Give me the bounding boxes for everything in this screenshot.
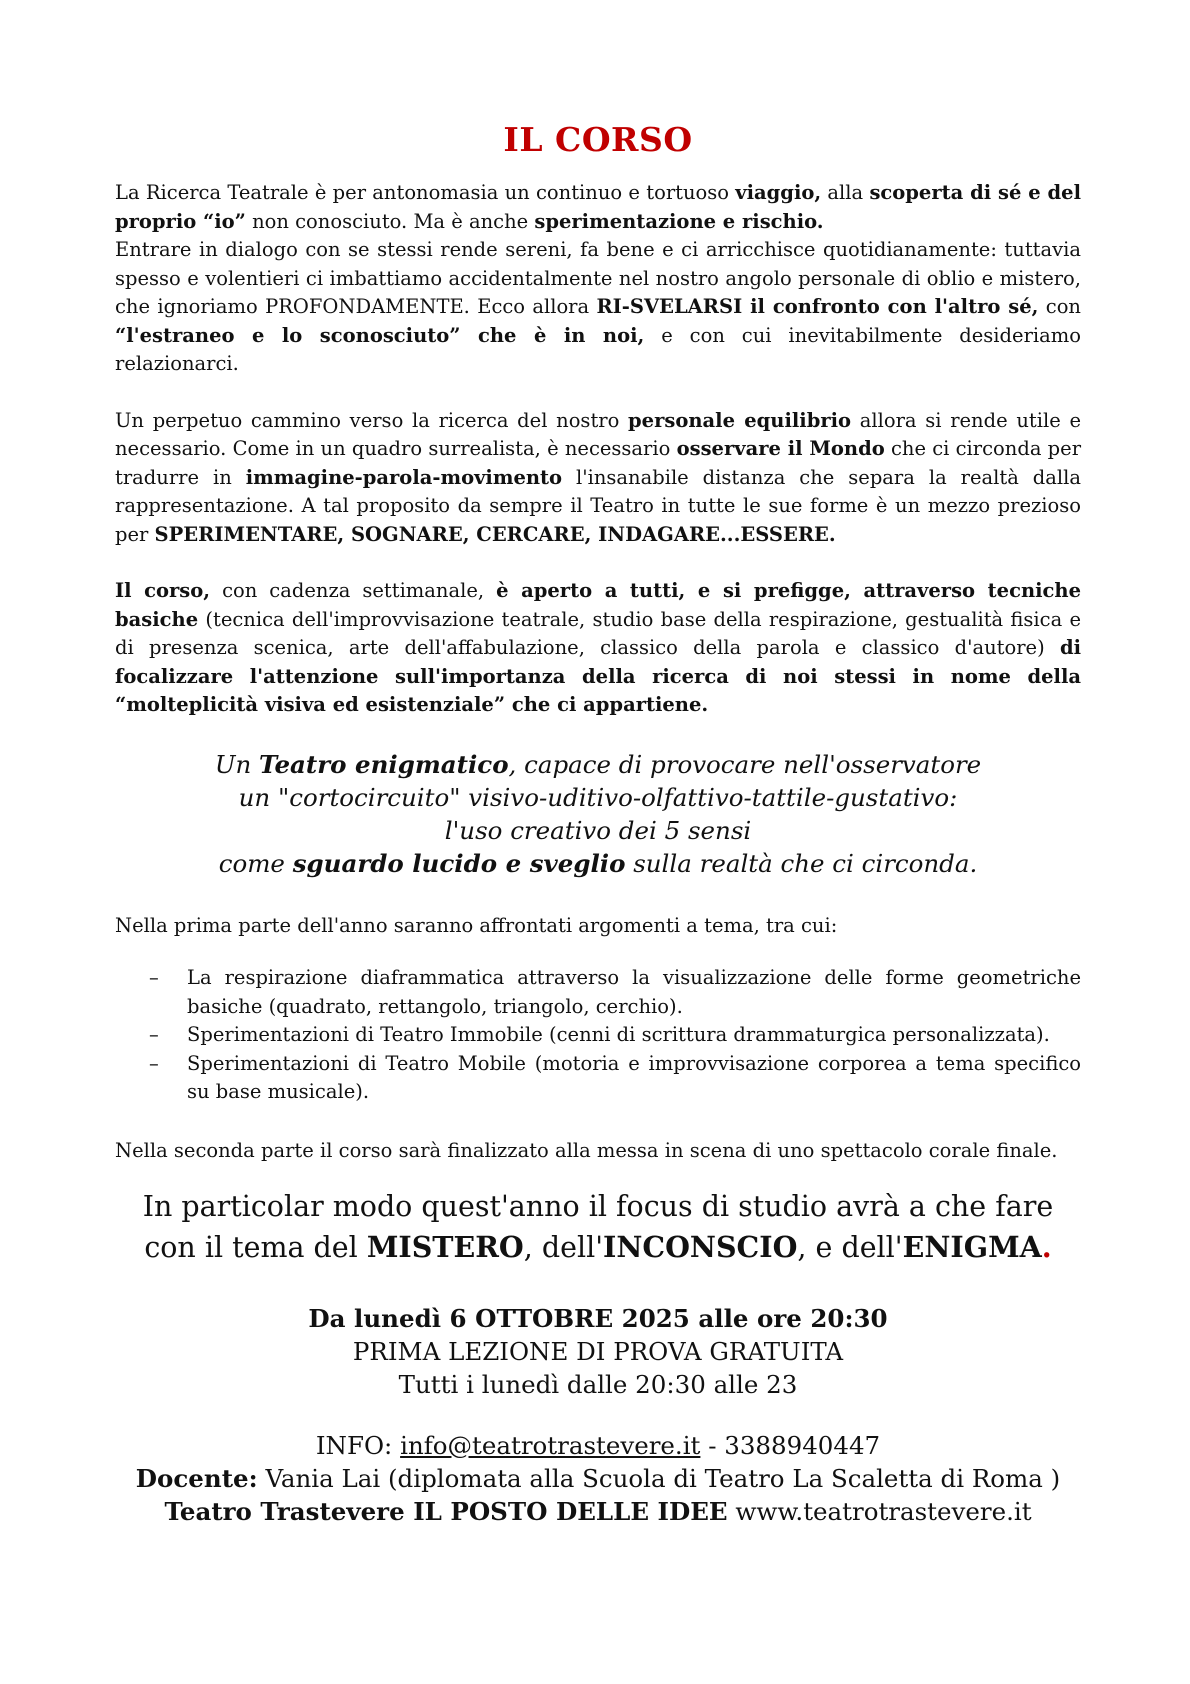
- bold-text: di focalizzare l'attenzione sull'importanza della ricerca di noi stessi in nome della “molteplicità visiva ed esistenziale” che ci appartiene.: [115, 636, 1081, 716]
- text: con: [1038, 295, 1081, 318]
- italic-quote: [115, 748, 1081, 880]
- text: non conosciuto. Ma è anche: [245, 209, 535, 233]
- teacher-line: [115, 1462, 1081, 1495]
- topics-intro: Nella prima parte dell'anno saranno affrontati argomenti a tema, tra cui:: [115, 913, 838, 937]
- bold-text: viaggio,: [735, 181, 822, 204]
- bold-text: “l'estraneo e lo sconosciuto” che è in noi,: [115, 323, 645, 347]
- text: , dell': [523, 1231, 604, 1264]
- list-item-text: Sperimentazioni di Teatro Mobile (motoria e improvvisazione corporea a tema specifico su base musicale).: [187, 1051, 1081, 1103]
- theatre-name: Teatro Trastevere IL POSTO DELLE IDEE: [164, 1497, 728, 1526]
- info-line: [115, 1429, 1081, 1462]
- bold-text: sperimentazione e rischio.: [534, 209, 824, 233]
- start-date: Da lunedì 6 OTTOBRE 2025 alle ore 20:30: [308, 1304, 888, 1333]
- bold-text: osservare il Mondo: [676, 437, 885, 460]
- email-link[interactable]: info@teatrotrastevere.it: [400, 1431, 701, 1460]
- document-page: [115, 0, 1081, 1528]
- free-trial-note: PRIMA LEZIONE DI PROVA GRATUITA: [352, 1337, 844, 1366]
- dash-bullet-icon: –: [149, 966, 159, 989]
- list-item-text: Sperimentazioni di Teatro Immobile (cenni di scrittura drammaturgica personalizzata).: [187, 1023, 1050, 1046]
- page-title: IL CORSO: [503, 120, 693, 159]
- bold-text: RI-SVELARSI il confronto con l'altro sé,: [596, 295, 1039, 318]
- list-item: [115, 1021, 1081, 1050]
- list-item-text: La respirazione diaframmatica attraverso la visualizzazione delle forme geometriche basiche (quadrato, rettangolo, triangolo, cerchio).: [187, 966, 1081, 1018]
- phone-number: - 3388940447: [700, 1431, 881, 1460]
- teacher-name: Vania Lai (diplomata alla Scuola di Teatro La Scaletta di Roma ): [257, 1464, 1061, 1493]
- bold-text: Teatro enigmatico: [259, 749, 509, 779]
- bold-text: immagine-parola-movimento: [245, 465, 563, 489]
- list-item: [115, 1050, 1081, 1107]
- bold-text: MISTERO: [366, 1230, 524, 1264]
- bold-text: sguardo lucido e sveglio: [292, 848, 626, 878]
- dash-bullet-icon: –: [149, 1051, 159, 1075]
- bold-text: SPERIMENTARE, SOGNARE, CERCARE, INDAGARE...ESSERE.: [154, 522, 836, 546]
- intro-paragraph: [115, 179, 1081, 379]
- text: che ci circonda per tradurre in: [115, 437, 1082, 489]
- quote-line: l'uso creativo dei 5 sensi: [444, 815, 752, 845]
- text: l'insanabile distanza che separa la realtà dalla rappresentazione. A tal proposito da sempre il Teatro in tutte le sue forme è un mezzo prezioso per: [115, 465, 1082, 546]
- text: In particolar modo quest'anno il focus di studio avrà a che fare con il tema del: [142, 1190, 1054, 1264]
- website: www.teatrotrastevere.it: [727, 1497, 1032, 1526]
- bold-text: è aperto a tutti, e si prefigge, attraverso tecniche basiche: [115, 579, 1081, 631]
- second-part-paragraph: Nella seconda parte il corso sarà finalizzato alla messa in scena di uno spettacolo corale finale.: [115, 1138, 1058, 1162]
- text: con cadenza settimanale,: [210, 579, 497, 602]
- text: Un perpetuo cammino verso la ricerca del nostro: [115, 408, 629, 432]
- text: (tecnica dell'improvvisazione teatrale, studio base della respirazione, gestualità fisica e di presenza scenica, arte dell'affabulazione, classico della parola e classico d'autore): [115, 607, 1081, 659]
- text: sulla realtà che ci circonda.: [625, 848, 978, 878]
- theatre-line: [115, 1495, 1081, 1528]
- schedule-block: [115, 1302, 1081, 1401]
- bold-text: scoperta di sé e del proprio “io”: [115, 181, 1081, 233]
- weekly-schedule: Tutti i lunedì dalle 20:30 alle 23: [398, 1370, 798, 1399]
- bold-text: ENIGMA: [902, 1230, 1042, 1264]
- red-dot: .: [1041, 1230, 1052, 1264]
- dash-bullet-icon: –: [149, 1023, 159, 1046]
- contacts-block: [115, 1429, 1081, 1528]
- text: La Ricerca Teatrale è per antonomasia un continuo e tortuoso: [115, 181, 736, 204]
- quote-line: un "cortocircuito" visivo-uditivo-olfattivo-tattile-gustativo:: [238, 782, 958, 812]
- equilibrium-paragraph: [115, 407, 1081, 550]
- text: allora si rende utile e necessario. Come in un quadro surrealista, è necessario: [115, 408, 1081, 460]
- bold-text: Il corso,: [115, 579, 211, 602]
- text: Entrare in dialogo con se stessi rende sereni, fa bene e ci arricchisce quotidianamente: tuttavia spesso e volentieri ci imbattiamo accidentalmente nel nostro angolo personale di oblio e mistero, che ignoriamo PROFONDAMENTE. Ecco allora: [115, 238, 1081, 318]
- quote-line: [115, 748, 1081, 781]
- text: e con cui inevitabilmente desideriamo relazionarci.: [115, 323, 1081, 375]
- text: , e dell': [797, 1231, 903, 1264]
- bold-text: Docente:: [135, 1464, 258, 1493]
- text: Un: [214, 749, 260, 779]
- focus-statement: [115, 1187, 1081, 1268]
- text: come: [218, 848, 293, 878]
- bold-text: INCONSCIO: [603, 1230, 798, 1264]
- text: alla: [821, 181, 870, 204]
- text: , capace di provocare nell'osservatore: [508, 749, 982, 779]
- bold-text: personale equilibrio: [628, 408, 852, 432]
- topics-list: [115, 964, 1081, 1107]
- quote-line: [115, 847, 1081, 880]
- course-paragraph: [115, 577, 1081, 720]
- list-item: [115, 964, 1081, 1021]
- text: INFO:: [315, 1431, 401, 1460]
